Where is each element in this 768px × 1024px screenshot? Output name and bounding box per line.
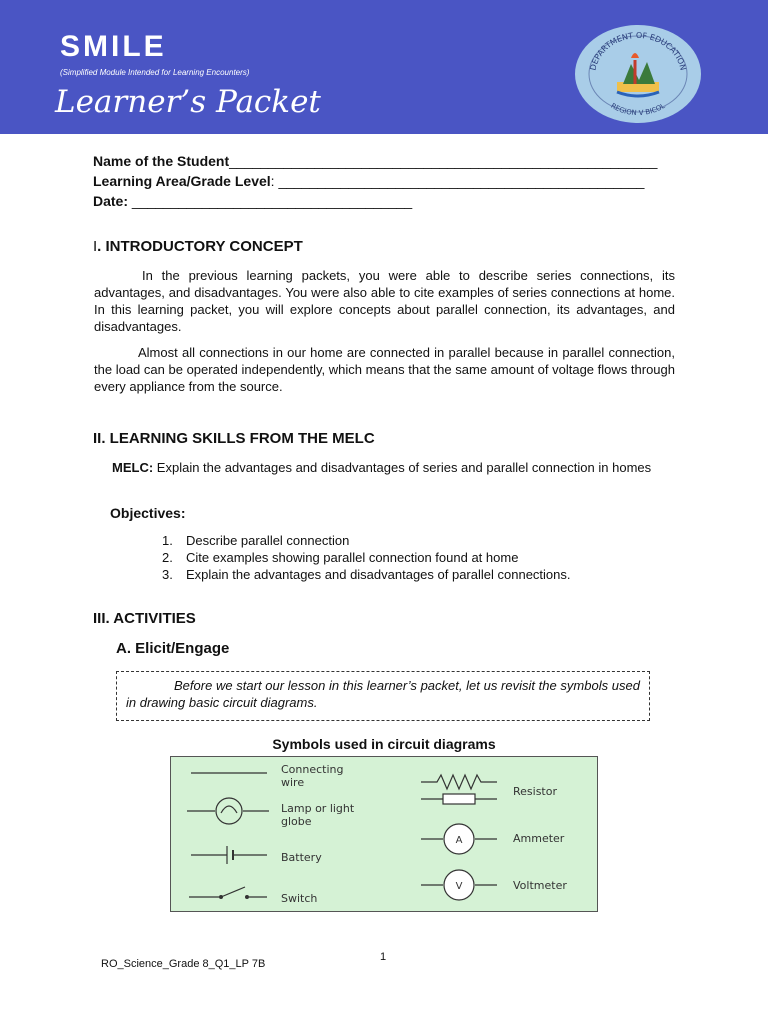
learning-area-field — [93, 173, 644, 189]
switch-symbol — [189, 887, 267, 899]
section-1-title: . INTRODUCTORY CONCEPT — [97, 238, 303, 255]
intro-paragraph-2: Almost all connections in our home are connected in parallel because in parallel connection, the load can be operated independently, which means that the same amount of voltage flows through every appliance from the source. — [94, 345, 675, 394]
elicit-engage-heading: A. Elicit/Engage — [116, 640, 230, 657]
brand-subtitle: (Simplified Module Intended for Learning Encounters) — [60, 68, 250, 77]
seal-text-bottom: REGION V BICOL — [609, 101, 667, 118]
melc-label: MELC: — [112, 460, 154, 475]
elicit-instruction-box — [116, 671, 650, 721]
student-name-field — [93, 153, 657, 169]
battery-symbol — [191, 846, 267, 864]
objective-item: 3. Explain the advantages and disadvantages of parallel connections. — [162, 567, 571, 582]
seal-text-top: DEPARTMENT OF EDUCATION — [588, 30, 688, 72]
melc-statement — [112, 459, 675, 476]
section-2-heading: II. LEARNING SKILLS FROM THE MELC — [93, 430, 375, 447]
voltmeter-letter: V — [455, 881, 463, 892]
date-line: ____________________________________ — [128, 193, 413, 209]
intro-paragraph-1: In the previous learning packets, you were able to describe series connections, its advantages, and disadvantages. You were also able to cite examples of series connections at home. In this learning packet, you will explore concepts about parallel connection, its advantages, and disadvantages. — [94, 268, 675, 334]
objectives-list — [162, 532, 571, 583]
date-label: Date: — [93, 193, 129, 209]
document-code: RO_Science_Grade 8_Q1_LP 7B — [101, 958, 266, 970]
section-1-heading — [93, 238, 303, 255]
date-field — [93, 193, 412, 209]
deped-region-seal — [573, 24, 703, 124]
page-number: 1 — [380, 951, 387, 963]
objective-item: 2. Cite examples showing parallel connection found at home — [162, 550, 519, 565]
lamp-label: Lamp or light globe — [281, 802, 355, 828]
ammeter-letter: A — [455, 835, 463, 846]
section-1-numeral: I — [93, 238, 98, 255]
objective-item: 1. Describe parallel connection — [162, 533, 350, 548]
circuit-symbols-panel — [170, 756, 598, 912]
learning-area-label: Learning Area/Grade Level — [93, 173, 271, 189]
elicit-instruction-text: Before we start our lesson in this learner’s packet, let us revisit the symbols used in drawing basic circuit diagrams. — [126, 678, 640, 710]
battery-label: Battery — [281, 851, 322, 864]
wire-label: Connecting wire — [281, 763, 344, 789]
resistor-label: Resistor — [513, 785, 557, 798]
packet-title: Learner’s Packet — [55, 84, 321, 120]
objectives-heading: Objectives: — [110, 505, 186, 521]
lamp-symbol — [187, 798, 269, 824]
melc-text: Explain the advantages and disadvantages of series and parallel connection in homes — [156, 460, 652, 475]
learning-area-line: _______________________________________________ — [274, 173, 645, 189]
student-name-line: _______________________________________________________ — [229, 153, 658, 169]
student-name-label: Name of the Student — [93, 153, 230, 169]
switch-label: Switch — [281, 892, 318, 905]
voltmeter-symbol — [421, 870, 497, 900]
resistor-symbol — [421, 775, 497, 804]
symbols-title: Symbols used in circuit diagrams — [272, 736, 496, 752]
learning-area-sep: : — [270, 173, 275, 189]
section-3-heading: III. ACTIVITIES — [93, 610, 196, 627]
ammeter-label: Ammeter — [513, 832, 565, 845]
voltmeter-label: Voltmeter — [513, 879, 567, 892]
brand-title: SMILE — [60, 30, 167, 63]
ammeter-symbol — [421, 824, 497, 854]
